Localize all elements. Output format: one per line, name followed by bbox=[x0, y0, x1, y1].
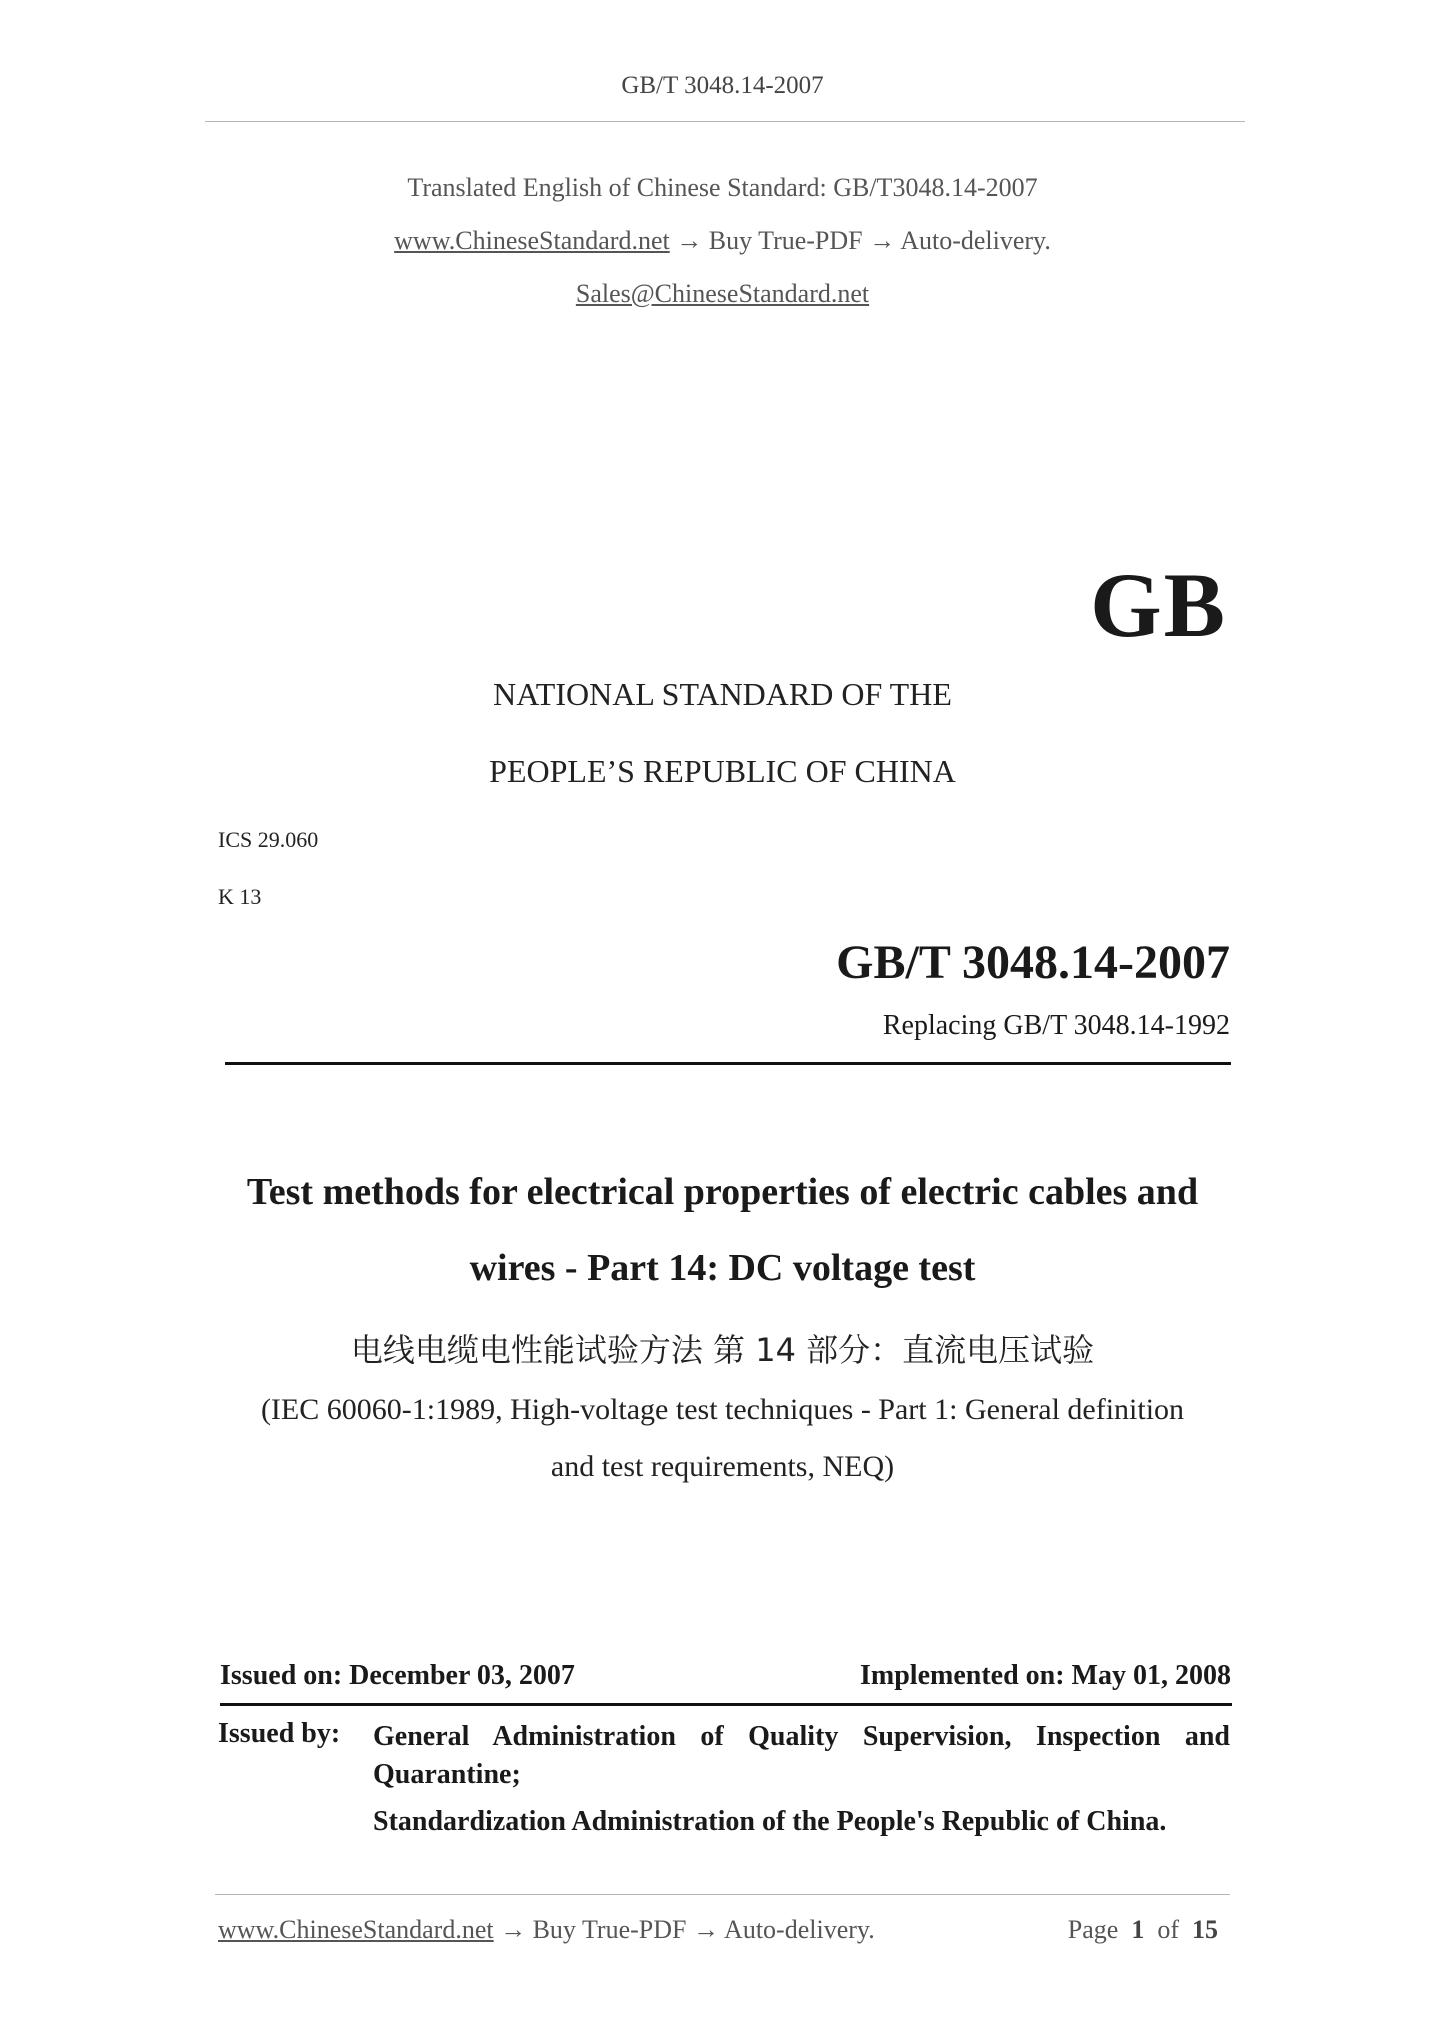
chinese-title: 电线电缆电性能试验方法 第 14 部分：直流电压试验 bbox=[350, 1331, 1095, 1369]
code-divider bbox=[225, 1062, 1231, 1065]
issuer-2: Standardization Administration of the People's Republic of China. bbox=[373, 1806, 1167, 1837]
date-divider bbox=[220, 1703, 1232, 1706]
iec-reference-line-1: (IEC 60060-1:1989, High-voltage test techniques - Part 1: General definition bbox=[260, 1393, 1185, 1426]
site-link[interactable]: www.ChineseStandard.net bbox=[394, 226, 670, 255]
implemented-on: Implemented on: May 01, 2008 bbox=[860, 1660, 1231, 1691]
running-header: GB/T 3048.14-2007 bbox=[621, 72, 824, 99]
page-total: 15 bbox=[1192, 1915, 1218, 1944]
title-line-2: wires - Part 14: DC voltage test bbox=[469, 1247, 976, 1289]
issued-by-label: Issued by: bbox=[218, 1718, 341, 1749]
issuer-block bbox=[218, 1718, 1230, 1794]
promo-line bbox=[0, 226, 1445, 256]
header-divider bbox=[205, 121, 1245, 122]
issued-on: Issued on: December 03, 2007 bbox=[220, 1660, 575, 1691]
page-current: 1 bbox=[1131, 1915, 1145, 1944]
iec-reference-line-2: and test requirements, NEQ) bbox=[550, 1450, 895, 1483]
ics-code: ICS 29.060 bbox=[218, 827, 319, 852]
page-label: Page bbox=[1067, 1915, 1119, 1944]
promo-rest: → Buy True-PDF → Auto-delivery. bbox=[676, 226, 1051, 255]
gb-mark: GB bbox=[1090, 554, 1227, 656]
national-line-1: NATIONAL STANDARD OF THE bbox=[493, 676, 952, 712]
standard-code: GB/T 3048.14-2007 bbox=[836, 936, 1230, 989]
footer-site-link[interactable]: www.ChineseStandard.net bbox=[218, 1915, 494, 1944]
email-link[interactable]: Sales@ChineseStandard.net bbox=[575, 279, 870, 308]
issuer-1: General Administration of Quality Supervision, Inspection and Quarantine; bbox=[373, 1721, 1230, 1790]
page-of: of bbox=[1157, 1915, 1179, 1944]
replacing-note: Replacing GB/T 3048.14-1992 bbox=[882, 1010, 1230, 1041]
national-line-2: PEOPLE’S REPUBLIC OF CHINA bbox=[489, 753, 956, 789]
ccs-code: K 13 bbox=[218, 884, 262, 909]
footer-divider bbox=[215, 1894, 1230, 1895]
title-line-1: Test methods for electrical properties of electric cables and bbox=[246, 1171, 1199, 1213]
footer-promo bbox=[218, 1915, 875, 1945]
footer-promo-rest: → Buy True-PDF → Auto-delivery. bbox=[500, 1915, 875, 1944]
email-line bbox=[0, 279, 1445, 309]
page-indicator bbox=[1068, 1915, 1218, 1945]
translation-notice: Translated English of Chinese Standard: GB/T3048.14-2007 bbox=[407, 173, 1038, 202]
